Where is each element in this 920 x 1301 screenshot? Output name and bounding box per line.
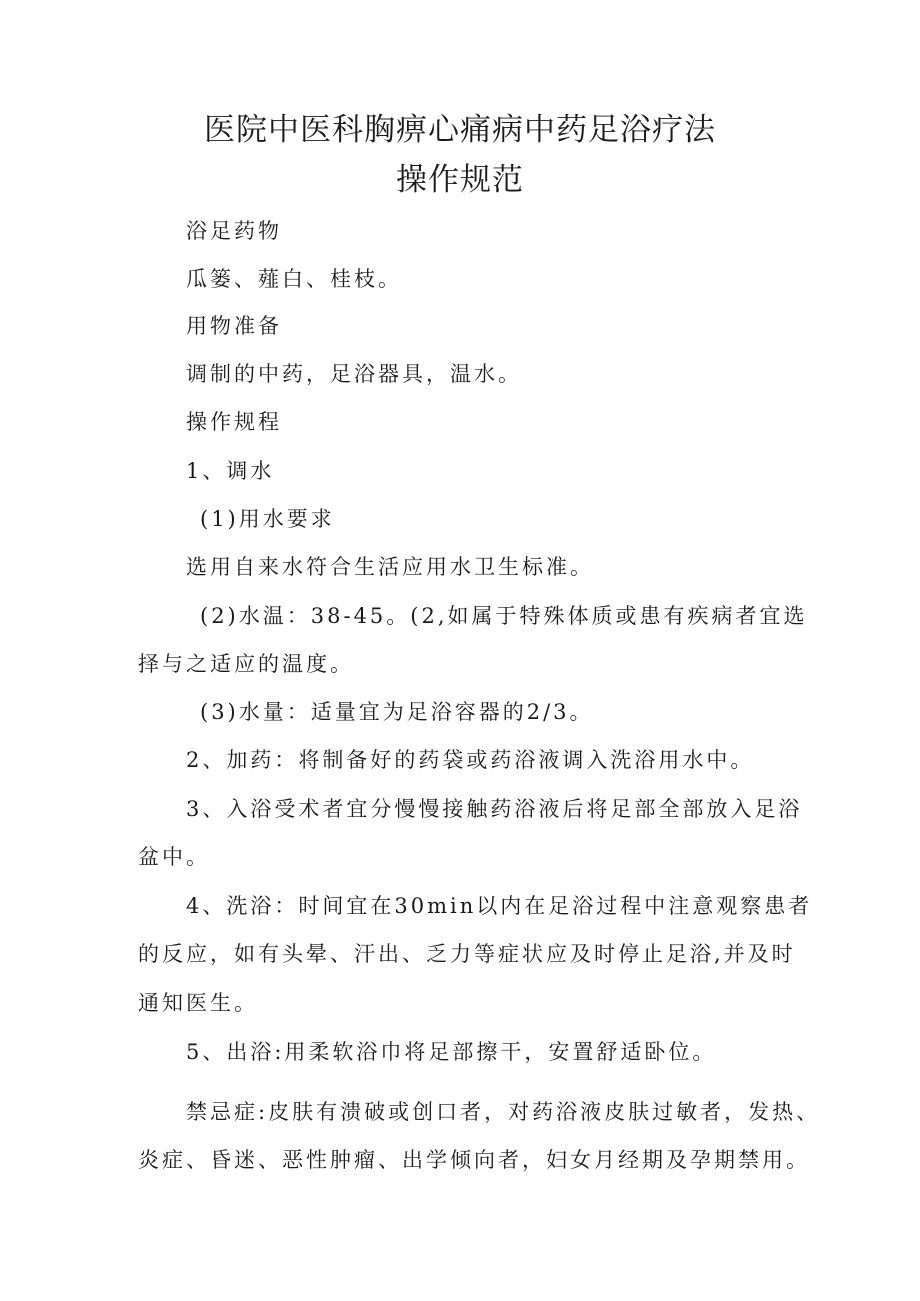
step-1-sub-3: (3)水量：适量宜为足浴容器的2/3。 — [200, 700, 594, 724]
step-4-line3: 通知医生。 — [138, 991, 258, 1015]
step-1-heading: 1、调水 — [186, 459, 275, 483]
step-3-line1: 3、入浴受术者宜分慢慢接触药浴液后将足部全部放入足浴 — [186, 797, 803, 821]
document-title-line2: 操作规范 — [396, 162, 524, 198]
contraindications-line1: 禁忌症:皮肤有溃破或创口者，对药浴液皮肤过敏者，发热、 — [186, 1100, 821, 1124]
step-2: 2、加药：将制备好的药袋或药浴液调入洗浴用水中。 — [186, 748, 755, 772]
paragraph-supplies-list: 调制的中药，足浴器具，温水。 — [186, 362, 522, 386]
step-1-sub-1-text: 选用自来水符合生活应用水卫生标准。 — [186, 555, 594, 579]
step-1-sub-2-line1: (2)水温：38-45。(2,如属于特殊体质或患有疾病者宜选 — [200, 604, 808, 628]
step-4-line1: 4、洗浴：时间宜在30min以内在足浴过程中注意观察患者 — [186, 894, 813, 918]
section-heading-bath-medicine: 浴足药物 — [186, 219, 282, 243]
step-1-sub-2-line2: 择与之适应的温度。 — [138, 652, 354, 676]
paragraph-medicine-list: 瓜篓、薤白、桂枝。 — [186, 267, 402, 291]
step-5: 5、出浴:用柔软浴巾将足部擦干，安置舒适卧位。 — [186, 1040, 717, 1064]
step-1-sub-1-heading: (1)用水要求 — [200, 507, 335, 531]
document-title-line1: 医院中医科胸痹心痛病中药足浴疗法 — [204, 112, 716, 148]
contraindications-line2: 炎症、昏迷、恶性肿瘤、出学倾向者，妇女月经期及孕期禁用。 — [138, 1148, 810, 1172]
step-4-line2: 的反应，如有头晕、汗出、乏力等症状应及时停止足浴,并及时 — [138, 942, 796, 966]
section-heading-procedure: 操作规程 — [186, 410, 282, 434]
step-3-line2: 盆中。 — [138, 845, 210, 869]
section-heading-supplies: 用物准备 — [186, 314, 282, 338]
